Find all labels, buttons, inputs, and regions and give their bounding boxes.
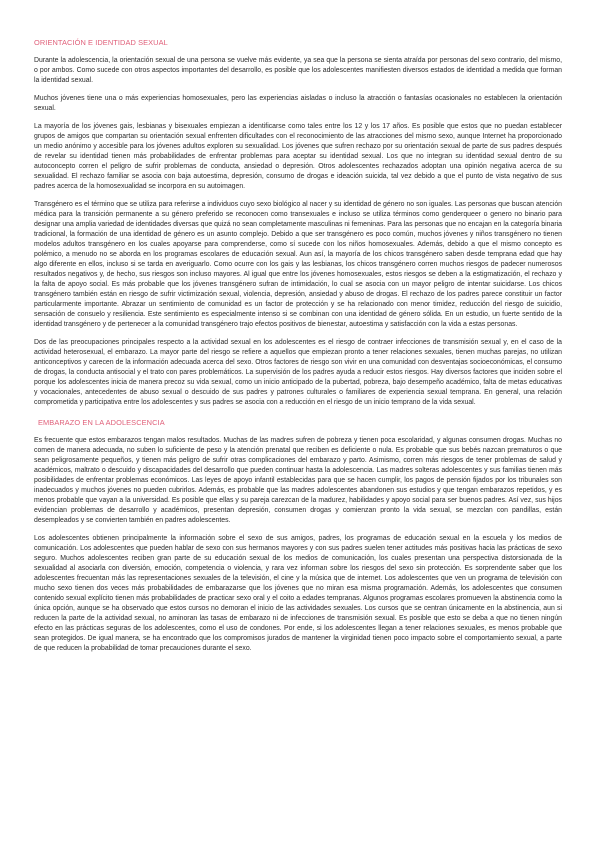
paragraph: Muchos jóvenes tiene una o más experiencias homosexuales, pero las experiencias aisladas o incluso la atracción o fantasías ocasionales no establecen la orientación sexual.	[34, 95, 562, 112]
paragraph: Transgénero es el término que se utiliza para referirse a individuos cuyo sexo biológico al nacer y su identidad de género no son iguales. Las personas que buscan atención médica para la transición permanente a su género preferido se reconocen como transexuales e incluso se utiliza términos como genderqueer o genero no binario para designar una amplia variedad de identidades diversas que quizá no sean completamente masculinas ni femeninas. Para las personas que no encajan en la categoría binaria tradicional, la formación de una identidad de género es un asunto complejo. Debido a que ser transgénero es poco común, muchos jóvenes y niños transgénero no tienen modelos adultos transgénero en los cuales apoyarse para comprenderse, como sí sucede con los niños homosexuales. Además, debido a que el mismo concepto es polémico, a menudo no se aborda en los programas escolares de educación sexual. Aun así, la mayoría de los chicos transgénero saben desde temprana edad que hay algo diferente en ellos, incluso si se tarda en averiguarlo. Como ocurre con los gais y las lesbianas, los chicos transgénero corren muchos riesgos de padecer numerosos resultados negativos y, de hecho, sus riesgos son incluso mayores. Al igual que entre los jóvenes homosexuales, estos riesgos se deben a la estigmatización, el rechazo y la falta de apoyo social. Es más probable que los jóvenes transgénero sufran de intimidación, lo cual se asocia con un mayor peligro de intentar suicidarse. Los chicos transgénero también están en riesgo de sufrir victimización sexual, violencia, depresión, ansiedad y abuso de drogas. El rechazo de los padres parece constituir un factor particularmente importante. Abrazar un sentimiento de comunidad es un factor de protección y se ha relacionado con menor timidez, reducción del riesgo de suicidio, sensación de consuelo y resiliencia. Este sentimiento es especialmente intenso si se combinan con una identidad de género sólida. En un estudio, un fuerte sentido de la identidad transgénero y de pertenecer a la comunidad transgénero trajo efectos positivos de bienestar, autoestima y satisfacción con la vida a estas personas.	[34, 201, 562, 328]
paragraph: Los adolescentes obtienen principalmente la información sobre el sexo de sus amigos, padres, los programas de educación sexual en la escuela y los medios de comunicación. Los adolescentes que pueden hablar de sexo con sus hermanos mayores y con sus padres suelen tener actitudes más positivas hacia las prácticas de sexo seguro. Muchos adolescentes reciben gran parte de su educación sexual de los medios de comunicación, los cuales presentan una perspectiva distorsionada de la sexualidad al asociarla con diversión, emoción, competencia o violencia, y rara vez informan sobre los riesgos del sexo sin protección. Es sorprendente saber que los adolescentes frecuentan más las representaciones sexuales de la televisión, el cine y la música que de internet. Los adolescentes que ven un programa de televisión con mucho sexo tienen dos veces más probabilidades de embarazarse que los jóvenes que no miran esa misma programación. Además, los adolescentes que consumen contenido sexual explícito tienen más probabilidades de practicar sexo oral y el coito a edades tempranas. Algunos programas escolares promueven la abstinencia como la única opción, aunque se ha observado que estos cursos no demoran el inicio de las actividades sexuales. Los cursos que se centran únicamente en la abstinencia, aun si reducen la parte de la actividad sexual, no aminoran las tasas de embarazo ni de infecciones de transmisión sexual. Es posible que esto se deba a que no tienen ningún efecto en las prácticas seguras de los adolescentes, como el uso de condones. Por ende, si los adolescentes llegan a tener relaciones sexuales, es menos probable que sean protegidos. De igual manera, se ha encontrado que los compromisos jurados de mantener la virginidad tienen poco impacto sobre el comportamiento sexual, a parte de que reducen la probabilidad de tomar precauciones durante el sexo.	[34, 535, 562, 652]
section-heading-pregnancy: EMBARAZO EN LA ADOLESCENCIA	[38, 418, 165, 427]
paragraph: La mayoría de los jóvenes gais, lesbianas y bisexuales empiezan a identificarse como tales entre los 12 y los 17 años. Es posible que estos que no puedan establecer grupos de amigos que compartan su orientación sexual enfrenten dificultades con el reconocimiento de las atracciones del mismo sexo, aunque Internet ha proporcionado un medio anónimo y accesible para los jóvenes adultos exploren su sexualidad. Los jóvenes que sufren rechazo por su orientación sexual de parte de sus padres después de revelar su identidad tienen más probabilidades de enfrentar problemas para aceptar su identidad sexual. Los que no integran su identidad sexual dentro de su autoconcepto corren el peligro de sufrir problemas de conducta, ansiedad o depresión. Otros adolescentes rechazados adoptan una opinión negativa acerca de su sexualidad. El rechazo familiar se asocia con baja autoestima, depresión, consumo de drogas e ideación suicida, tal vez debido a que el punto de vista negativo de sus padres acerca de la homosexualidad se incorpora en su autoimagen.	[34, 123, 562, 190]
paragraph: Durante la adolescencia, la orientación sexual de una persona se vuelve más evidente, ya sea que la persona se sienta atraída por personas del sexo contrario, del mismo, o por ambos. Como sucede con otros aspectos importantes del desarrollo, es posible que los adolescentes manifiesten diversos estados de identidad a medida que forman la identidad sexual.	[34, 57, 562, 84]
paragraph: Dos de las preocupaciones principales respecto a la actividad sexual en los adolescentes es el riesgo de contraer infecciones de transmisión sexual y, en el caso de la actividad heterosexual, el embarazo. La mayor parte del riesgo se refiere a aquellos que empiezan pronto a tener relaciones sexuales, tienen muchas parejas, no utilizan anticonceptivos y carecen de la información adecuada acerca del sexo. Otros factores de riesgo son vivir en una comunidad con desventajas socioeconómicas, el consumo de drogas, la conducta antisocial y el trato con pares problemáticos. La supervisión de los padres ayuda a reducir estos riesgos. Hay diversos factores que inciden sobre el porque los adolescentes inicia de manera precoz su vida sexual, como un inicio anticipado de la pubertad, pobreza, bajo desempeño académico, falta de metas educativas y vocacionales, antecedentes de abuso sexual o descuido de sus padres y patrones culturales o familiares de experiencia sexual temprana. En general, una relación comprometida y participativa entre los adolescentes y sus padres se asocia con a reducción en el riesgo de un inicio temprano de la vida sexual.	[34, 339, 562, 406]
paragraph: Es frecuente que estos embarazos tengan malos resultados. Muchas de las madres sufren de pobreza y tienen poca escolaridad, y algunas consumen drogas. Muchas no comen de manera adecuada, no suben lo suficiente de peso y la atención prenatal que reciben es deficiente o nula. Es probable que sus bebés nazcan prematuros o que sean peligrosamente pequeños, y tienen más peligro de sufrir otras complicaciones del embarazo y parto. Asimismo, corren más riesgos de tener problemas de salud y académicos, maltrato o descuido y discapacidades del desarrollo que pueden continuar hasta la adolescencia. Las madres solteras adolescentes y sus familias tienen más posibilidades de enfrentar problemas económicos. Las leyes de apoyo infantil establecidas para que se hacen cumplir, los pagos de pensión fijados por los tribunales son inadecuados y muchos jóvenes no pueden cubrirlos. Además, es probable que las madres adolescentes abandonen sus estudios y que tengan embarazos repetidos, y es menos probable que vayan a la universidad. Es posible que ellas y su pareja carezcan de la madurez, habilidades y apoyo social para ser buenos padres. Así vez, sus hijos evidencian problemas de desarrollo y académicos, presentan depresión, consumen drogas y comienzan pronto la vida sexual, se mezclan con pandillas, están desempleados y se convierten también en padres adolescentes.	[34, 437, 562, 524]
section-heading-orientation: ORIENTACIÓN E IDENTIDAD SEXUAL	[34, 38, 168, 47]
